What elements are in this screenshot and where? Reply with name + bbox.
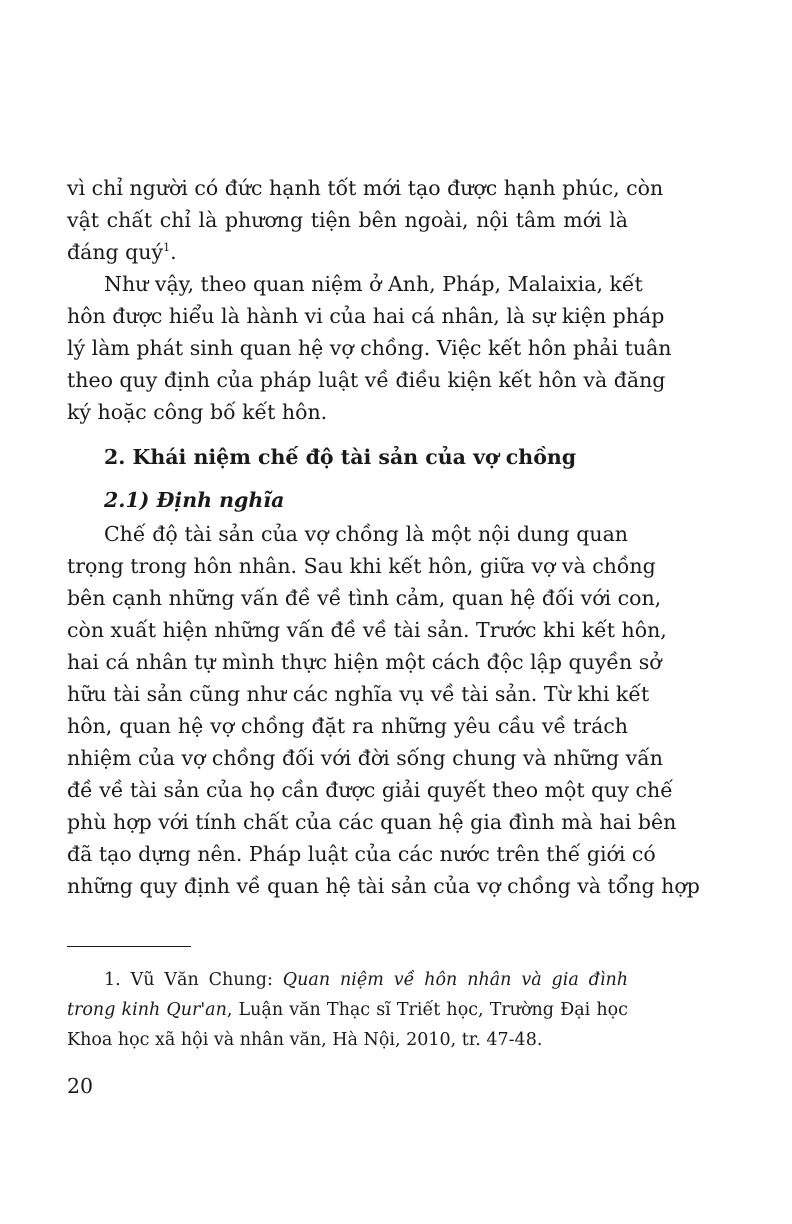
body-line: lý làm phát sinh quan hệ vợ chồng. Việc kết hôn phải tuân — [67, 336, 672, 360]
footnote-title: trong kinh Qur'an — [67, 1000, 227, 1020]
body-text: . — [170, 240, 177, 264]
body-line: Như vậy, theo quan niệm ở Anh, Pháp, Malaixia, kết — [104, 272, 643, 296]
body-line: còn xuất hiện những vấn đề về tài sản. Trước khi kết hôn, — [67, 618, 667, 642]
body-line: nhiệm của vợ chồng đối với đời sống chung và những vấn — [67, 746, 664, 770]
footnote-line: Khoa học xã hội và nhân văn, Hà Nội, 2010, tr. 47-48. — [67, 1030, 543, 1050]
body-line — [67, 236, 628, 268]
body-line: ký hoặc công bố kết hôn. — [67, 400, 328, 424]
body-line: trọng trong hôn nhân. Sau khi kết hôn, giữa vợ và chồng — [67, 554, 656, 578]
body-line: những quy định về quan hệ tài sản của vợ chồng và tổng hợp — [67, 874, 700, 898]
body-line: hôn, quan hệ vợ chồng đặt ra những yêu cầu về trách — [67, 714, 628, 738]
body-line: đề về tài sản của họ cần được giải quyết theo một quy chế — [67, 778, 673, 802]
body-line: hai cá nhân tự mình thực hiện một cách độc lập quyền sở — [67, 650, 662, 674]
body-line: vật chất chỉ là phương tiện bên ngoài, nội tâm mới là — [67, 208, 628, 232]
footnote-text: , Luận văn Thạc sĩ Triết học, Trường Đại học — [226, 1000, 628, 1020]
page-number: 20 — [67, 1074, 94, 1098]
footnote-line — [67, 996, 628, 1024]
footnote-text: 1. Vũ Văn Chung: — [104, 970, 283, 990]
body-line: theo quy định của pháp luật về điều kiện kết hôn và đăng — [67, 368, 666, 392]
body-line: Chế độ tài sản của vợ chồng là một nội dung quan — [104, 522, 628, 546]
body-line: đã tạo dựng nên. Pháp luật của các nước trên thế giới có — [67, 842, 656, 866]
body-line: vì chỉ người có đức hạnh tốt mới tạo được hạnh phúc, còn — [67, 176, 664, 200]
footnote-line — [104, 966, 628, 994]
footnote-separator — [67, 946, 191, 947]
body-line: phù hợp với tính chất của các quan hệ gia đình mà hai bên — [67, 810, 677, 834]
body-line: bên cạnh những vấn đề về tình cảm, quan hệ đối với con, — [67, 586, 662, 610]
body-line: hữu tài sản cũng như các nghĩa vụ về tài sản. Từ khi kết — [67, 682, 650, 706]
body-line: hôn được hiểu là hành vi của hai cá nhân, là sự kiện pháp — [67, 304, 665, 328]
section-heading: 2. Khái niệm chế độ tài sản của vợ chồng — [104, 445, 577, 469]
footnote-marker: 1 — [163, 241, 171, 254]
footnote-title: Quan niệm về hôn nhân và gia đình — [282, 970, 629, 990]
body-text: đáng quý — [67, 240, 164, 264]
subsection-heading: 2.1) Định nghĩa — [104, 488, 285, 512]
